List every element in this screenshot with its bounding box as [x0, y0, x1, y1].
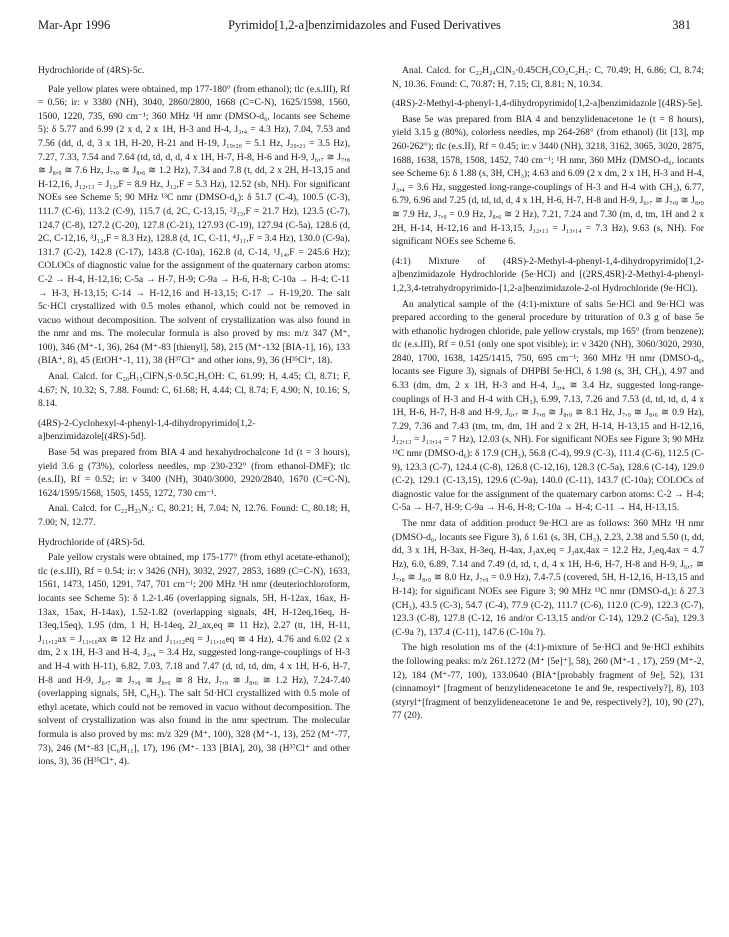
paragraph: Anal. Calcd. for C₂₂H₂₃N₃: C, 80.21; H, 7.04; N, 12.76. Found: C, 80.18; H, 7.00; N, 12.77. [38, 503, 350, 528]
paragraph: Pale yellow plates were obtained, mp 177-180° (from ethanol); tlc (e.s.III), Rf = 0.56; ir: ν 3380 (NH), 3040, 2860/2800, 1668 (C=C-N), 1625/1598, 1560, 1500, 1220, 735, 690 cm⁻¹; 360 MHz ¹H nmr (DMSO-d₆, locants see Scheme 5): δ 5.77 and 6.99 (2 x d, 2 x 1H, H-3 and H-4, J₃,₄ = 4.3 Hz), 7.04, 7.53 and 7.56 (dd, d, d, 3 x 1H, H-20, H-21 and H-19, J₁₉,₂₀ = 5.1 Hz, J₂₀,₂₁ = 3.5 Hz), 7.27, 7.33, 7.54 and 7.64 (td, td, d, d, 4 x 1H, H-7, H-8, H-6 and H-9, J₆,₇ ≅ J₇,₈ ≅ J₈,₉ ≅ 7.6 Hz, J₇,₉ ≅ J₈,₆ ≅ 1.2 Hz), 7.34 and 7.8 (t, dd, 2 x 2H, H-13,15 and H-12,16, J₁₂,₁₃ = J₁₃,F = 8.9 Hz, J₁₂,F = 5.3 Hz), 12.52 (sb, NH). For significant NOEs see Scheme 5; 90 MHz ¹³C nmr (DMSO-d₆): δ 51.7 (C-4), 100.5 (C-3), 111.7 (C-6), 113.2 (C-9), 115.7 (d, 2C, C-13,15, ²J₁₃,F = 21.7 Hz), 123.5 (C-7), 124.7 (C-8), 127.2 (C-20), 127.8 (C-21), 127.93 (C-19), 127.94 (C-5a), 128.6 (d, 2C, C-12,16, ³J₁₂,F = 8.3 Hz), 128.8 (d, 1C, C-11, ⁴J₁₁,F = 3.4 Hz), 130.0 (C-9a), 131.7 (C-2), 142.8 (C-17), 143.8 (C-10a), 162.8 (d, C-14, ¹J₁₄,F = 245.6 Hz); COLOCs of diagnostic value for the assignment of the quaternary carbon atoms: C-2 → H-4, H-12,16; C-5a → H-7, H-9; C-9a → H-6, H-8; C-10a → H-4; C-11 → H-3, H-13,15; C-14 → H-12,16 and H-13,15; C-17 → H-19,20. The salt 5c·HCl crystallized with 0.5 moles ethanol, which could not be removed in vacuo without decomposition. The solvent of crystallization was also found in the nmr and ms. The molecular formula is also proved by ms: m/z 347 (M⁺, 100), 346 (M⁺-1, 36), 264 (M⁺-83 [thienyl], 58), 215 (M⁺-132 [BIA-1], 16), 133 (BIA⁺, 8), 45 (EtOH⁺-1, 11), 38 (H³⁷Cl⁺ and other ions, 9), 36 (H³⁵Cl⁺, 18). [38, 83, 350, 367]
paragraph: Anal. Calcd. for C₂₂H₂₄ClN₃·0.45CH₃CO₂C₂H₅: C, 70.49; H, 6.86; Cl, 8.74; N, 10.36. Found: C, 70.87; H, 7.15; Cl, 8.81; N, 10.34. [392, 65, 704, 90]
paragraph: The high resolution ms of the (4:1)-mixture of 5e·HCl and 9e·HCl exhibits the following peaks: m/z 261.1272 (M⁺ [5e]⁺], 58), 260 (M⁺-1 , 17), 259 (M⁺-2, 12), 184 (M⁺-77, 100), 133.0640 (BIA⁺[probably fragment of 9e], 52), 131 (cinnamoyl⁺ [fragment of benzylideneacetone 1e and 9e, respectively?], 8), 103 (styryl⁺[fragment of benzylideneacetone 1e and 9e, respectively?], 10), 90 (27), 77 (20). [392, 642, 704, 722]
section-heading: (4RS)-2-Methyl-4-phenyl-1,4-dihydropyrimido[1,2-a]benzimidazole [(4RS)-5e]. [392, 98, 703, 110]
paragraph: Base 5e was prepared from BIA 4 and benzylidenacetone 1e (t = 8 hours), yield 3.15 g (80%), colorless needles, mp 264-268° (from ethanol) (lit [13], mp 260-262°); tlc (e.s.II), Rf = 0.45; ir: ν 3440 (NH), 3218, 3162, 3065, 3020, 2875, 1688, 1638, 1578, 1508, 1452, 740 cm⁻¹; ¹H nmr, 360 MHz (DMSO-d₆, locants see Scheme 6): δ 1.88 (s, 3H, CH₃); 4.63 and 6.09 (2 x dm, 2 x 1H, H-3 and H-4, J₃,₄ = 3.6 Hz, suggested long-range-couplings of H-3 and H-4 with CH₃), 6.77, 6.79, 6.96 and 7.25 (d, td, td, d, 4 x 1H, H-6, H-7, H-8 and H-9, J₆,₇ ≅ J₇,₈ ≅ J₈,₉ ≅ 7.9 Hz, J₇,₉ = 0.9 Hz, J₈,₆ ≅ 2 Hz), 7.21, 7.24 and 7.30 (m, d, tm, 1H and 2 x 2H, H-14, H-12,16 and H-13,15, J₁₂,₁₃ = J₁₃,₁₄ = 7.3 Hz), 9.63 (s, NH). For significant NOEs see Scheme 6. [392, 113, 704, 248]
paragraph: Pale yellow crystals were obtained, mp 175-177° (from ethyl acetate-ethanol); tlc (e.s.III), Rf = 0.54; ir: ν 3426 (NH), 3032, 2927, 2853, 1689 (C=C-N), 1633, 1561, 1473, 1450, 1291, 747, 701 cm⁻¹; 200 MHz ¹H nmr (deuteriochloroform, locants see Scheme 5): δ 1.2-1.46 (overlapping signals, 5H, H-12ax, 16ax, H-13ax, 15ax, H-14ax), 1.52-1.82 (overlapping signals, 4H, H-12eq,16eq, H-13eq,15eq), 1.95 (dm, 1 H, H-14eq, 2J_ax,eq ≅ 11 Hz), 2.27 (tt, 1H, H-11, J₁₁,₁₂ax = J₁₁,₁₆ax ≅ 12 Hz and J₁₁,₁₂eq = J₁₁,₁₆eq ≅ 4 Hz), 4.76 and 6.02 (2 x dm, 2 x 1H, H-3 and H-4, J₃,₄ = 3.4 Hz, suggested long-range-couplings of H-3 and H-4 with H-11), 6.82, 7.03, 7.18 and 7.47 (d, td, td, dm, 4 x 1H, H-6, H-7, H-8 and H-9, J₆,₇ ≅ J₇,₈ ≅ J₈,₉ ≅ 8 Hz, J₇,₉ ≅ J₈,₆ ≅ 1.2 Hz), 7.24-7.40 (overlapping signals, 5H, C₆H₅). The salt 5d·HCl crystallized with 0.5 mole of ethyl acetate, which could not be removed in vacuo without decomposition. The solvent of crystallization was also found in the nmr spectrum. The molecular formula is also proved by ms: m/z 329 (M⁺, 100), 328 (M⁺-1, 13), 252 (M⁺-77, 73), 246 (M⁺-83 [C₆H₁₁], 17), 196 (M⁺- 133 [BIA], 20), 38 (H³⁷Cl⁺ and other ions, 3), 36 (H³⁵Cl⁺, 4). [38, 552, 350, 768]
page-header [38, 18, 691, 38]
paragraph: Base 5d was prepared from BIA 4 and hexahydrochalcone 1d (t = 3 hours), yield 3.6 g (73%), colorless needles, mp 230-232° (from ethanol-DMF); tlc (e.s.II), Rf = 0.52; ir: ν 3400 (NH), 3040/3000, 2920/2840, 1670 (C=C-N), 1624/1595/1568, 1505, 1455, 1272, 730 cm⁻¹. [38, 447, 350, 499]
running-title: Pyrimido[1,2-a]benzimidazoles and Fused Derivatives [228, 18, 501, 32]
journal-issue-date: Mar-Apr 1996 [38, 18, 111, 32]
paragraph: Anal. Calcd. for C₂₀H₁₅ClFN₃S·0.5C₂H₅OH: C, 61.99; H, 4.45; Cl, 8.71; F, 4.67; N, 10.32; S, 7.88. Found: C, 61.68; H, 4.44; Cl, 8.74; F, 4.90; N, 10.16; S, 8.14. [38, 371, 350, 410]
section-heading: Hydrochloride of (4RS)-5d. [38, 536, 145, 548]
section-heading: Hydrochloride of (4RS)-5c. [38, 65, 145, 76]
paragraph: An analytical sample of the (4:1)-mixture of salts 5e·HCl and 9e·HCl was prepared according to the general procedure by trituration of 0.3 g of base 5e with ethanolic hydrogen chloride, pale yellow crystals, mp 165° (from benzene); tlc (e.s.III), Rf = 0.51 (only one spot visible); ir: ν 3420 (NH), 3060/3020, 2930, 2840, 1700, 1638, 1425/1415, 750, 695 cm⁻¹; 360 MHz ¹H nmr (DMSO-d₆, locants see Figure 3), signals of DHPBI 5e·HCl, δ 1.98 (s, 3H, CH₃), 4.97 and 6.33 (dm, dm, 2 x 1H, H-3 and H-4, J₃,₄ ≅ 3.4 Hz, suggested long-range-couplings of H-3 and H-4 with CH₃), 6.99, 7.13, 7.26 and 7.53 (d, td, td, d, 4 x 1H, H-6, H-7, H-8 and H-9, J₆,₇ ≅ J₇,₈ ≅ J₈,₉ ≅ 8.1 Hz, J₇,₉ ≅ J₈,₆ ≅ 0.9 Hz), 7.29, 7.36 and 7.43 (tm, tm, dm, 1H and 2 x 2H, H-14, H-13,15 and H-12,16, J₁₂,₁₃ = J₁₃,₁₄ = 7 Hz), 12.03 (s, NH). For significant NOEs see Figure 3; 90 MHz ¹³C nmr (DMSO-d₆): δ 17.9 (CH₃), 56.8 (C-4), 99.9 (C-3), 111.4 (C-6), 112.5 (C-9), 123.3 (C-7), 124.4 (C-8), 126.8 (C-12,16), 128.3 (C-5a), 128.6 (C-14), 129.0 (C-2), 129.1 (C-13,15), 129.6 (C-9a), 140.0 (C-11), 143.7 (C-10a); COLOCs of diagnostic value for the assignment of the quaternary carbon atoms: C-2 → H-4; C-5a → H-7, H-9; C-9a → H-6, H-8; C-10a → H-4; C-11 → H4, H-13,15. [392, 298, 704, 514]
paragraph: The nmr data of addition product 9e·HCl are as follows: 360 MHz ¹H nmr (DMSO-d₆, locants see Figure 3), δ 1.61 (s, 3H, CH₃), 2.23, 2.38 and 5.50 (t, dd, dd, 3 x 1H, H-3ax, H-3eq, H-4ax, J₃ax,eq = J₃ax,4ax = 12.2 Hz, J₃eq,4ax = 4.7 Hz), 6.0, 6.89, 7.14 and 7.49 (d, td, t, d, 4 x 1H, H-6, H-7, H-8 and H-9, J₆,₇ ≅ J₇,₈ ≅ J₈,₉ ≅ 8.0 Hz, J₇,₉ = 0.9 Hz), 7.4-7.5 (covered, 5H, H-12,16, H-13,15 and H-14); for significant NOEs see Figure 3; 90 MHz ¹³C nmr (DMSO-d₆): δ 27.3 (CH₃), 43.5 (C-3), 54.7 (C-4), 77.9 (C-2), 111.7 (C-6), 112.0 (C-9), 122.3 (C-7), 123.3 (C-8), 127.8 (C-12, 16 and/or C-13,15 and/or C-14), 129.2 (C-5a), 129.3 (C-9a ?), 137.4 (C-11), 147.6 (C-10a ?). [392, 518, 704, 638]
section-heading: (4RS)-2-Cyclohexyl-4-phenyl-1,4-dihydropyrimido[1,2-a]benzimidazole[(4RS)-5d]. [38, 417, 256, 443]
section-heading: (4:1) Mixture of (4RS)-2-Methyl-4-phenyl-1,4-dihydropyrimido[1,2-a]benzimidazole Hydrochloride (5e·HCl) and [(2RS,4SR]-2-Methyl-4-phenyl-1,2,3,4-tetrahydropyrimido-[1,2-a]benzimidazole-2-ol Hydrochloride (9e·HCl). [392, 255, 704, 294]
left-column [38, 64, 350, 771]
page-number: 381 [672, 18, 691, 32]
right-column [392, 64, 704, 725]
